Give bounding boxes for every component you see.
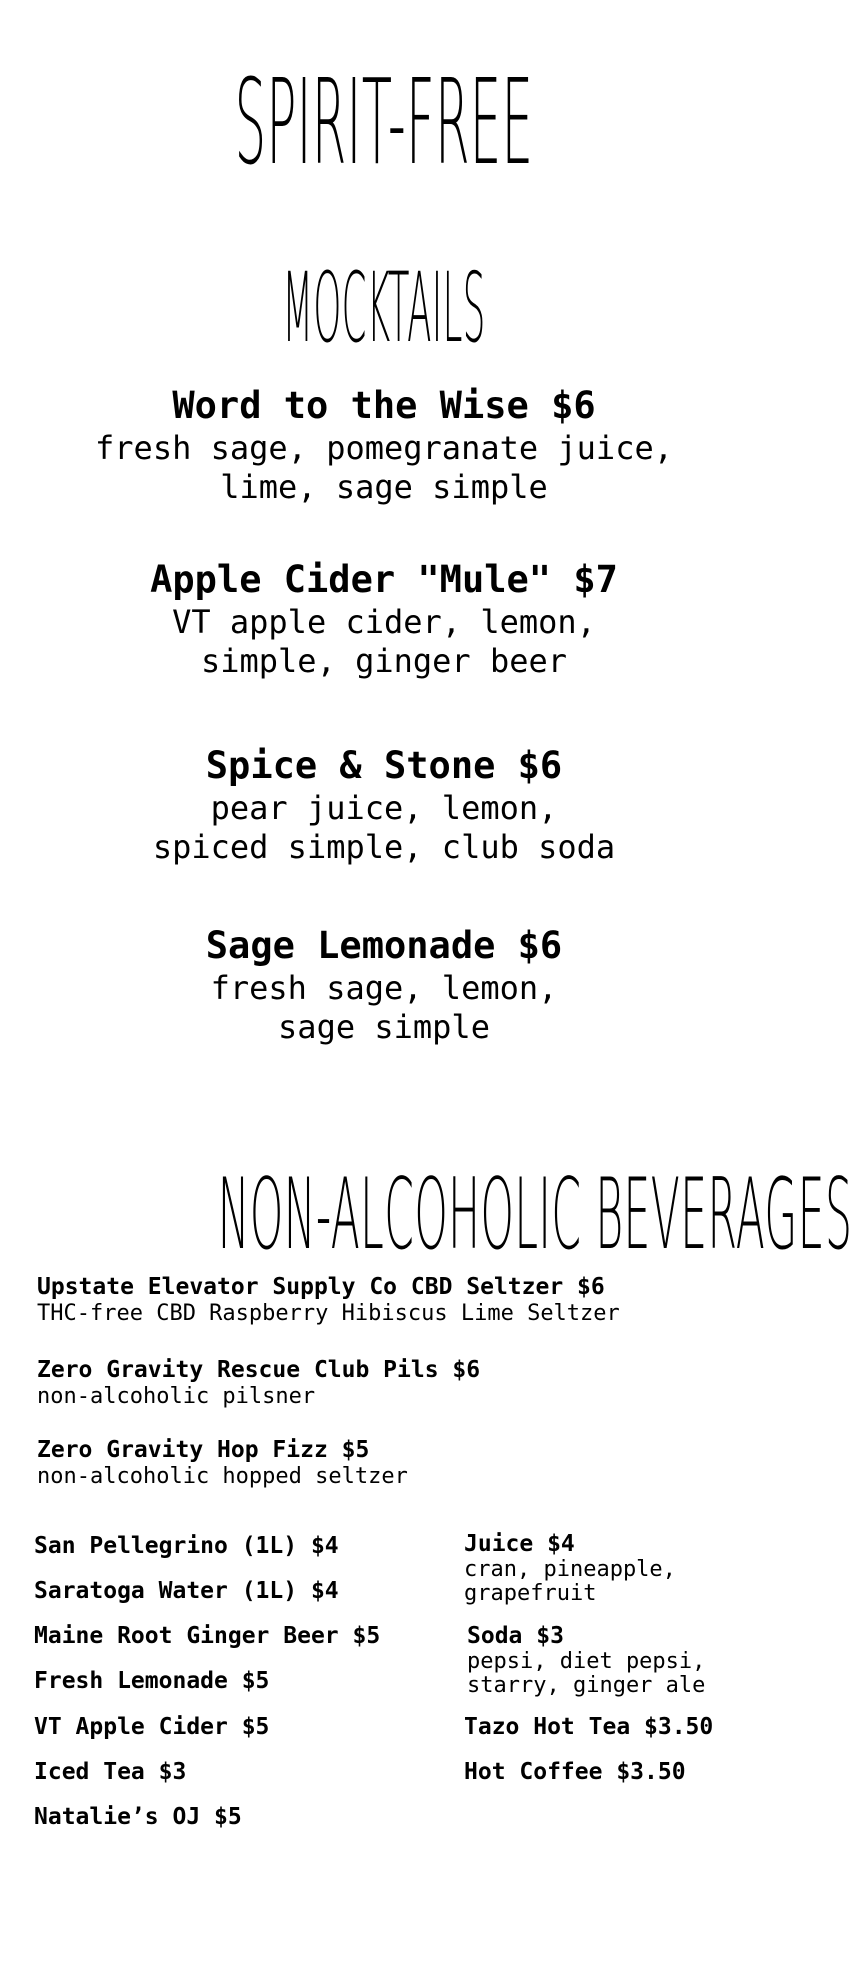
drink-item: VT Apple Cider $5 — [34, 1714, 270, 1740]
beverage-name: Zero Gravity Hop Fizz $5 — [37, 1437, 370, 1463]
drink-item: Natalie’s OJ $5 — [34, 1804, 242, 1830]
drink-item: Saratoga Water (1L) $4 — [34, 1578, 339, 1604]
beverage-description: THC-free CBD Raspberry Hibiscus Lime Seltzer — [37, 1301, 620, 1326]
mocktail-description-line: VT apple cider, lemon, — [172, 603, 596, 641]
tea-item — [464, 1713, 764, 1741]
mocktail-item — [0, 924, 768, 1046]
beverage-description: non-alcoholic pilsner — [37, 1384, 316, 1409]
beverage-item — [37, 1273, 757, 1327]
tea-name: Tazo Hot Tea $3.50 — [464, 1714, 714, 1740]
mocktail-item — [0, 558, 768, 680]
drink-item: Maine Root Ginger Beer $5 — [34, 1623, 381, 1649]
drink-item: San Pellegrino (1L) $4 — [34, 1533, 339, 1559]
beverage-name: Upstate Elevator Supply Co CBD Seltzer $6 — [37, 1274, 605, 1300]
soda-description-line: starry, ginger ale — [467, 1673, 706, 1698]
mocktail-description-line: pear juice, lemon, — [210, 789, 558, 827]
coffee-item — [464, 1758, 764, 1786]
mocktail-item — [0, 744, 768, 866]
mocktail-name: Word to the Wise $6 — [172, 384, 596, 427]
soda-name: Soda $3 — [467, 1623, 564, 1649]
page-title: SPIRIT-FREE — [234, 53, 534, 191]
beverage-name: Zero Gravity Rescue Club Pils $6 — [37, 1357, 481, 1383]
beverage-description: non-alcoholic hopped seltzer — [37, 1464, 408, 1489]
mocktail-description-line: spiced simple, club soda — [152, 828, 616, 866]
mocktail-description-line: fresh sage, pomegranate juice, — [95, 429, 673, 467]
drink-item: Iced Tea $3 — [34, 1759, 187, 1785]
coffee-name: Hot Coffee $3.50 — [464, 1759, 686, 1785]
soda-item — [467, 1622, 767, 1698]
mocktails-heading: MOCKTAILS — [282, 252, 486, 364]
mocktail-description-line: sage simple — [278, 1008, 490, 1046]
non-alcoholic-heading: NON-ALCOHOLIC BEVERAGES — [217, 1158, 852, 1272]
mocktail-description-line: simple, ginger beer — [200, 642, 568, 680]
mocktail-description-line: fresh sage, lemon, — [210, 969, 558, 1007]
juice-description-line: grapefruit — [464, 1581, 597, 1606]
mocktail-item — [0, 384, 768, 506]
mocktail-description-line: lime, sage simple — [220, 468, 548, 506]
mocktail-name: Spice & Stone $6 — [205, 744, 563, 787]
juice-item — [464, 1530, 764, 1606]
soda-description-line: pepsi, diet pepsi, — [467, 1649, 706, 1674]
mocktail-name: Sage Lemonade $6 — [205, 924, 563, 967]
mocktail-name: Apple Cider "Mule" $7 — [150, 558, 618, 601]
juice-description-line: cran, pineapple, — [464, 1557, 676, 1582]
beverage-item — [37, 1436, 757, 1490]
juice-name: Juice $4 — [464, 1531, 575, 1557]
beverage-item — [37, 1356, 757, 1410]
drink-item: Fresh Lemonade $5 — [34, 1668, 270, 1694]
